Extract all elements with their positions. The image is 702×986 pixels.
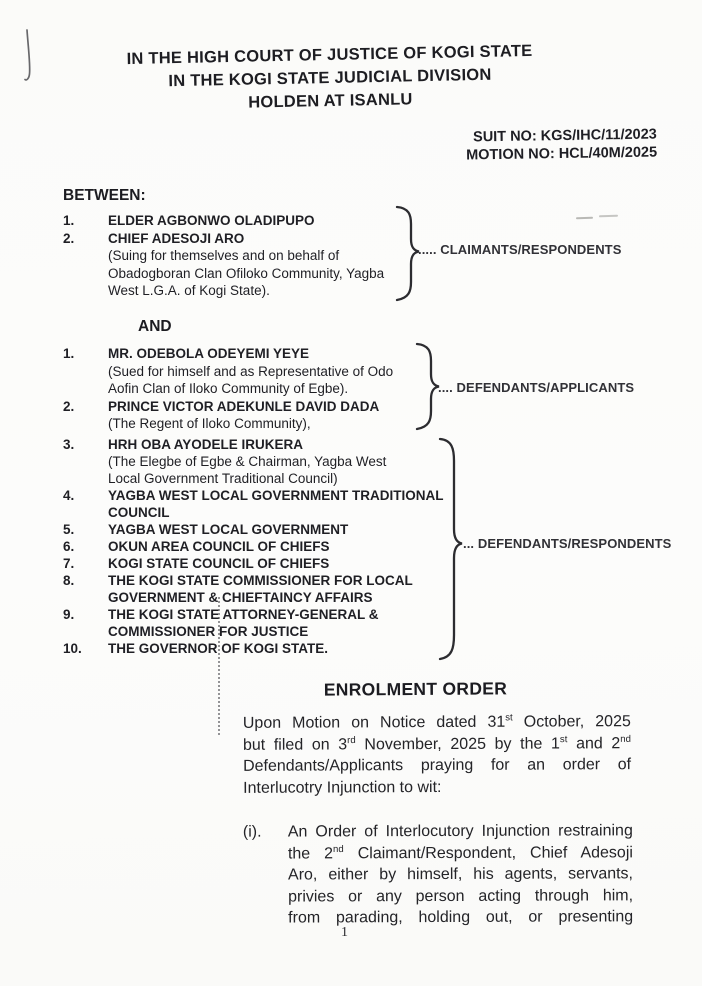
party-name-line: THE GOVERNOR OF KOGI STATE.	[108, 641, 329, 656]
party-name-line: THE KOGI STATE ATTORNEY-GENERAL &	[108, 607, 379, 622]
party-name-line: THE KOGI STATE COMMISSIONER FOR LOCAL	[108, 573, 413, 588]
party-description-line: (Sued for himself and as Representative of Odo	[108, 363, 394, 379]
defendants-applicants-role-label: .... DEFENDANTS/APPLICANTS	[438, 380, 635, 395]
order-item-i	[243, 820, 633, 929]
party-row	[63, 436, 435, 487]
party-lines	[108, 606, 379, 640]
page-number: 1	[341, 925, 348, 940]
party-number: 1.	[63, 346, 75, 361]
party-lines	[108, 555, 329, 572]
party-description-line: (The Elegbe of Egbe & Chairman, Yagba West	[108, 454, 387, 469]
paragraph-line: Upon Motion on Notice dated 31st October, 2025	[242, 712, 631, 732]
ordinal-superscript: nd	[620, 733, 631, 745]
party-row	[63, 212, 413, 230]
party-number: 8.	[63, 573, 75, 588]
party-number: 6.	[63, 539, 75, 554]
party-number: 1.	[63, 213, 75, 228]
paragraph-line: Interlucotry Injunction to wit:	[243, 778, 442, 797]
court-header	[0, 37, 661, 119]
party-lines	[108, 572, 413, 606]
party-description-line: Obadogboran Clan Ofiloko Community, Yagba	[108, 265, 385, 281]
party-lines	[108, 538, 330, 555]
party-name-line: YAGBA WEST LOCAL GOVERNMENT	[108, 522, 349, 537]
claimants-role-label: ..... CLAIMANTS/RESPONDENTS	[418, 242, 622, 257]
paragraph-line: Aro, either by himself, his agents, servants,	[287, 865, 634, 884]
claimants-list	[63, 212, 413, 300]
party-row	[63, 230, 413, 300]
order-intro-paragraph	[243, 711, 631, 799]
paragraph-line: from parading, holding out, or presenting	[288, 908, 634, 927]
motion-number: MOTION NO: HCL/40M/2025	[466, 144, 658, 163]
between-label: BETWEEN:	[63, 187, 146, 204]
party-row	[63, 521, 435, 538]
party-name-line: MR. ODEBOLA ODEYEMI YEYE	[108, 346, 310, 361]
party-number: 2.	[63, 398, 75, 414]
party-row	[63, 640, 435, 657]
party-description-line: (The Regent of Iloko Community),	[108, 416, 311, 431]
party-row	[63, 555, 435, 572]
paragraph-line: but filed on 3rd November, 2025 by the 1st and 2nd	[242, 733, 631, 754]
court-header-line: HOLDEN AT ISANLU	[248, 90, 413, 112]
party-number: 10.	[63, 641, 82, 656]
party-name-line: OKUN AREA COUNCIL OF CHIEFS	[108, 539, 330, 554]
party-row	[63, 572, 435, 606]
party-description-line: West L.G.A. of Kogi State).	[108, 283, 270, 298]
party-row	[63, 538, 435, 555]
suit-number: SUIT NO: KGS/IHC/11/2023	[473, 126, 657, 146]
ordinal-superscript: st	[505, 712, 513, 724]
case-references	[466, 127, 657, 165]
defendants-respondents-list	[63, 436, 444, 657]
defendants-respondents-brace	[437, 436, 465, 662]
order-item-text	[288, 820, 633, 929]
party-row	[63, 487, 444, 521]
party-name-line: GOVERNMENT & CHIEFTAINCY AFFAIRS	[108, 590, 373, 605]
party-name-line: COUNCIL	[108, 505, 170, 520]
court-header-line: IN THE HIGH COURT OF JUSTICE OF KOGI STATE	[126, 41, 533, 69]
paragraph-line: An Order of Interlocutory Injunction restraining	[287, 822, 633, 841]
party-name-line: HRH OBA AYODELE IRUKERA	[108, 437, 304, 452]
party-lines	[108, 212, 315, 230]
ordinal-superscript: rd	[347, 734, 356, 746]
party-number: 9.	[63, 607, 75, 622]
party-name-line: YAGBA WEST LOCAL GOVERNMENT TRADITIONAL	[108, 488, 444, 503]
party-row	[63, 606, 435, 640]
defendants-respondents-role-label: ... DEFENDANTS/RESPONDENTS	[463, 536, 672, 551]
party-description-line: (Suing for themselves and on behalf of	[108, 248, 340, 263]
party-name-line: CHIEF ADESOJI ARO	[108, 230, 245, 246]
party-lines	[108, 436, 386, 487]
party-name-line: KOGI STATE COUNCIL OF CHIEFS	[108, 556, 330, 571]
defendants-applicants-list	[63, 345, 423, 433]
party-name-line: ELDER AGBONWO OLADIPUPO	[108, 213, 315, 228]
paragraph-line: the 2nd Claimant/Respondent, Chief Adesoji	[287, 843, 633, 863]
party-name-line: PRINCE VICTOR ADEKUNLE DAVID DADA	[108, 398, 380, 414]
party-lines	[108, 487, 444, 521]
paragraph-line: Defendants/Applicants praying for an order of	[243, 756, 632, 775]
party-lines	[108, 640, 328, 657]
party-number: 2.	[63, 230, 75, 246]
party-lines	[108, 521, 348, 538]
scan-smudge	[576, 217, 593, 220]
party-lines	[108, 398, 379, 433]
court-header-line: IN THE KOGI STATE JUDICIAL DIVISION	[168, 65, 492, 91]
paragraph-line: privies or any person acting through him,	[288, 886, 634, 906]
order-title: ENROLMENT ORDER	[323, 678, 508, 700]
party-number: 3.	[63, 437, 75, 452]
party-row	[63, 345, 423, 398]
party-name-line: COMMISSIONER FOR JUSTICE	[108, 624, 309, 639]
party-description-line: Local Government Traditional Council)	[108, 471, 338, 486]
party-number: 7.	[63, 556, 75, 571]
and-label: AND	[138, 318, 172, 335]
party-number: 5.	[63, 522, 75, 537]
party-description-line: Aofin Clan of Iloko Community of Egbe).	[108, 381, 349, 396]
scan-smudge	[599, 215, 618, 218]
ordinal-superscript: nd	[333, 843, 344, 855]
party-number: 4.	[63, 488, 75, 503]
order-item-marker: (i).	[242, 823, 262, 841]
party-row	[63, 398, 423, 433]
ordinal-superscript: st	[559, 733, 568, 745]
party-lines	[108, 230, 384, 300]
party-lines	[108, 345, 393, 398]
